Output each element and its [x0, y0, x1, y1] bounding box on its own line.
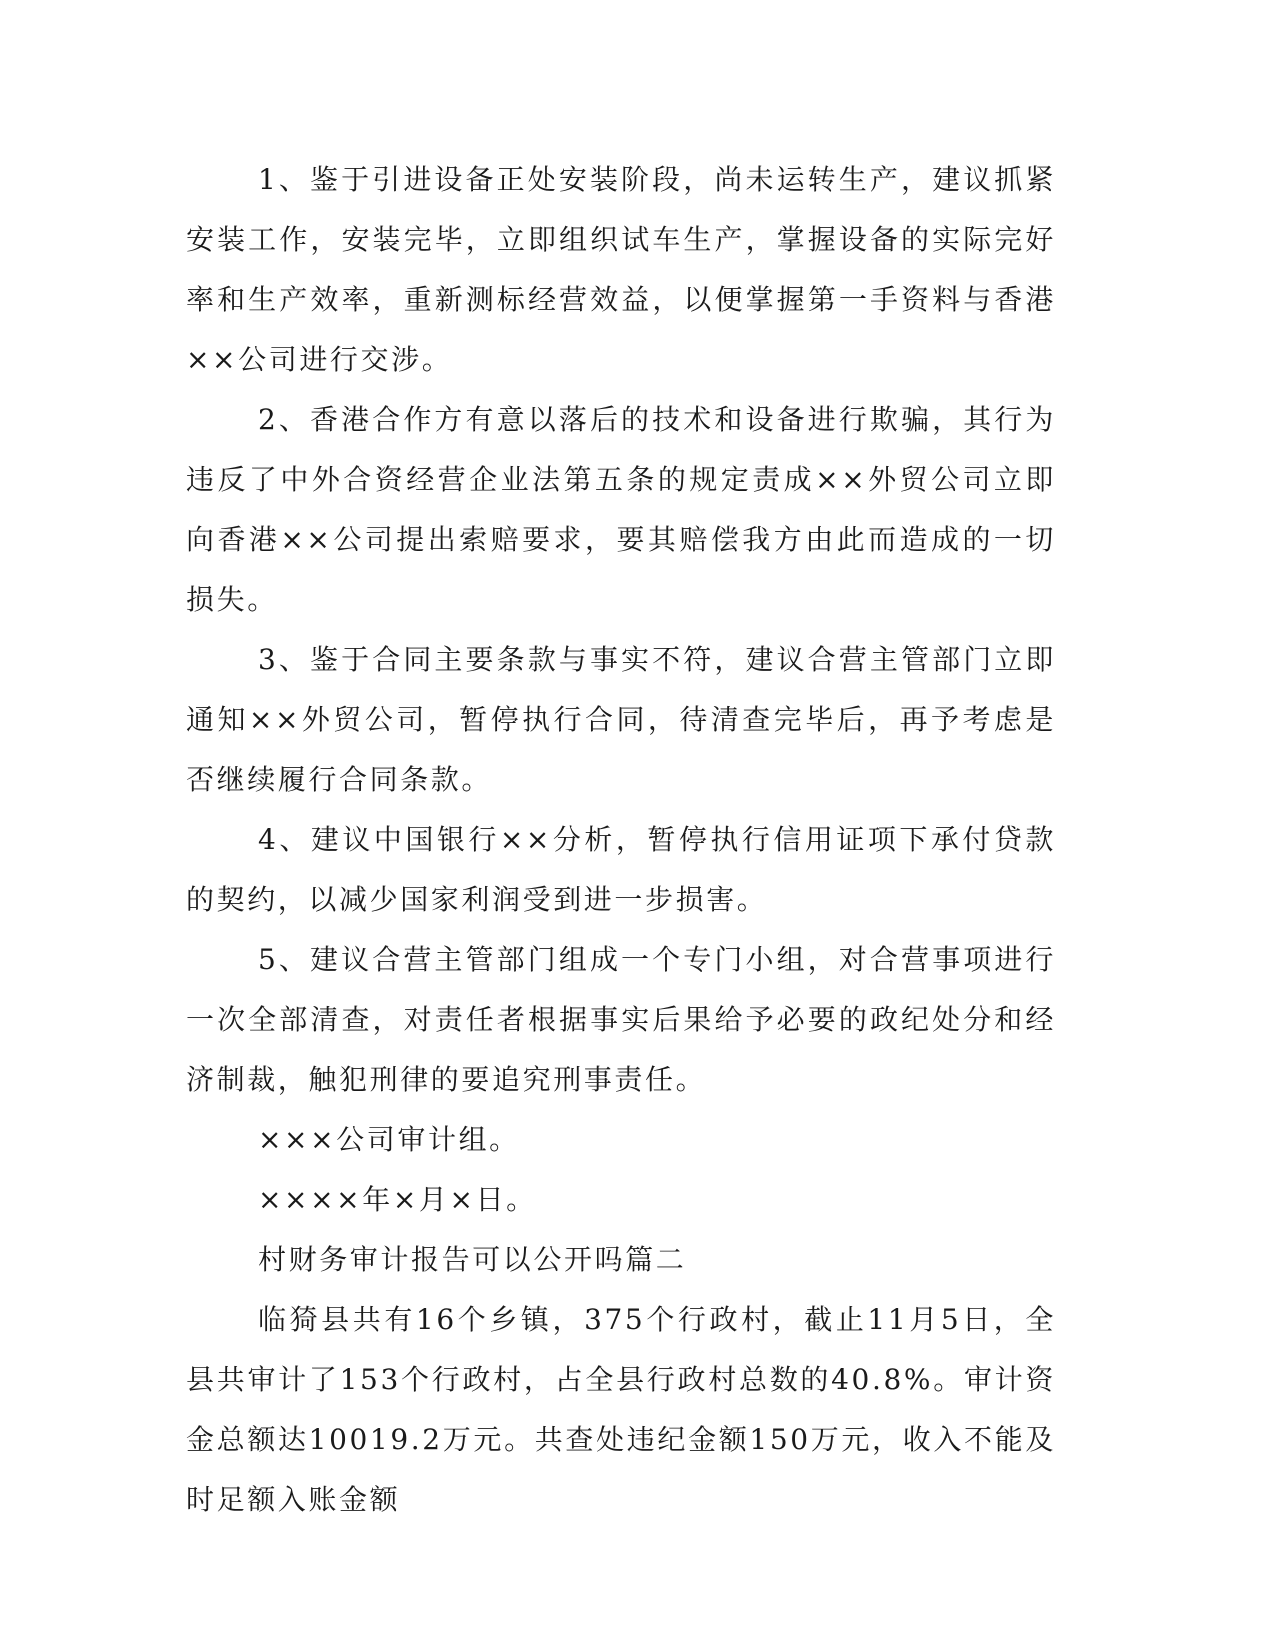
- signature: ×××公司审计组。: [258, 1123, 520, 1156]
- date: ××××年×月×日。: [258, 1183, 537, 1216]
- paragraph-4: 4、建议中国银行××分析，暂停执行信用证项下承付贷款的契约，以减少国家利润受到进一步损害。: [186, 823, 1056, 916]
- section-heading: 村财务审计报告可以公开吗篇二: [258, 1243, 687, 1276]
- section-paragraph: 临猗县共有16个乡镇，375个行政村，截止11月5日，全县共审计了153个行政村，占全县行政村总数的40.8%。审计资金总额达10019.2万元。共查处违纪金额150万元，收入不能及时足额入账金额: [186, 1303, 1056, 1516]
- paragraph-5: 5、建议合营主管部门组成一个专门小组，对合营事项进行一次全部清查，对责任者根据事实后果给予必要的政纪处分和经济制裁，触犯刑律的要追究刑事责任。: [186, 943, 1056, 1096]
- document-body: [186, 150, 1056, 1530]
- paragraph-2: 2、香港合作方有意以落后的技术和设备进行欺骗，其行为违反了中外合资经营企业法第五条的规定责成××外贸公司立即向香港××公司提出索赔要求，要其赔偿我方由此而造成的一切损失。: [186, 403, 1056, 616]
- paragraph-1: 1、鉴于引进设备正处安装阶段，尚未运转生产，建议抓紧安装工作，安装完毕，立即组织试车生产，掌握设备的实际完好率和生产效率，重新测标经营效益，以便掌握第一手资料与香港××公司进行交涉。: [186, 163, 1056, 376]
- paragraph-3: 3、鉴于合同主要条款与事实不符，建议合营主管部门立即通知××外贸公司，暂停执行合同，待清查完毕后，再予考虑是否继续履行合同条款。: [186, 643, 1056, 796]
